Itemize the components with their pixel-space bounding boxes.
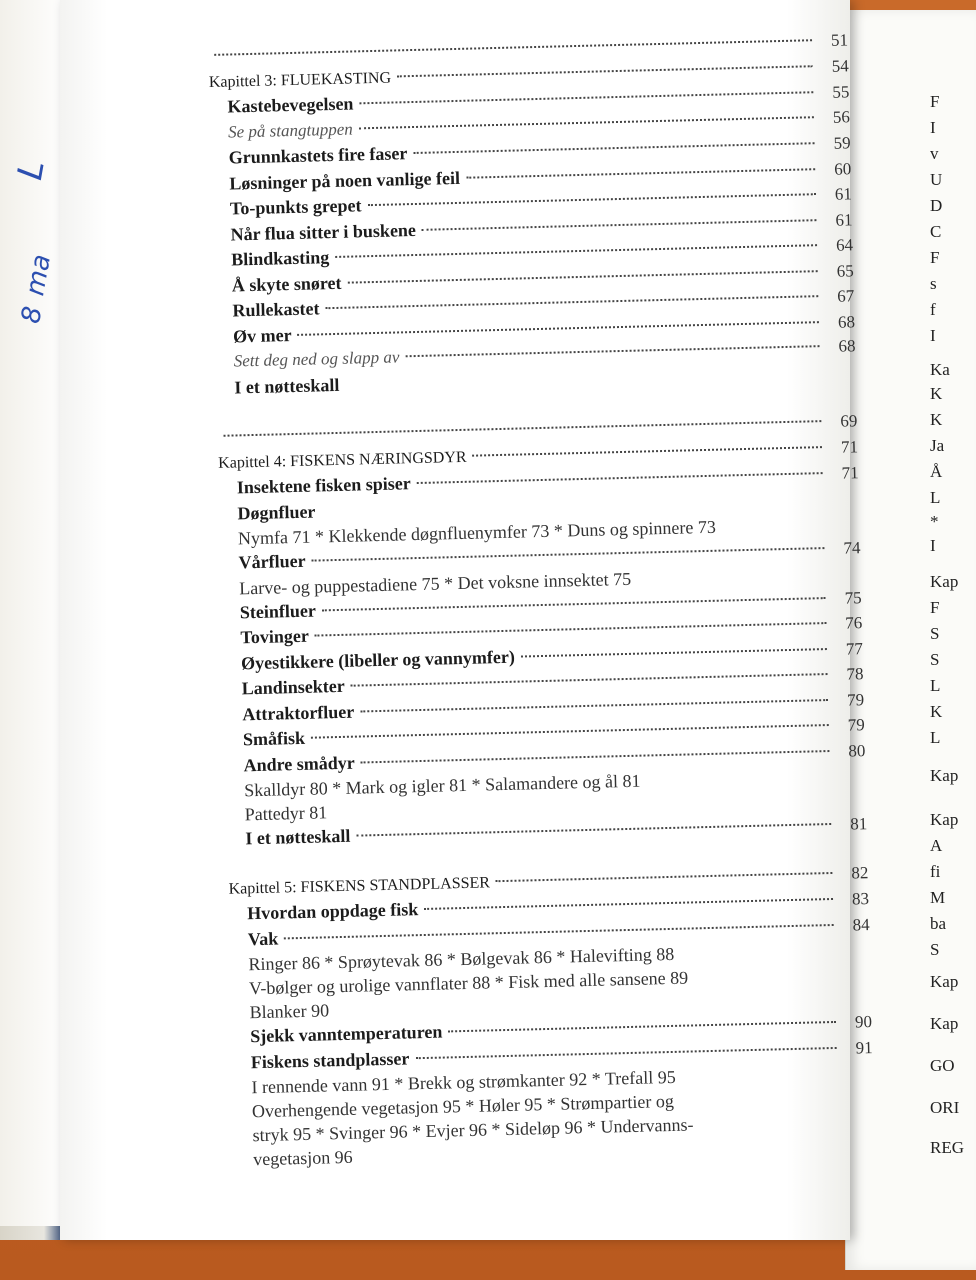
leader-dots [496, 871, 833, 881]
leader-dots [335, 244, 817, 258]
leader-dots [325, 295, 818, 309]
right-page-text-fragment: Kap [930, 766, 959, 785]
right-page-text-fragment: M [930, 888, 946, 907]
toc-label: Insektene fisken spiser [236, 473, 412, 498]
right-page-text-fragment: GO [930, 1056, 955, 1075]
leader-dots [473, 446, 822, 457]
toc-page-number: 68 [838, 336, 856, 356]
right-page-text-fragment: Kap [930, 1014, 959, 1033]
leader-dots [315, 622, 827, 637]
toc-label: Vak [247, 928, 279, 949]
toc-label: I et nøtteskall [234, 374, 340, 397]
toc-label: Øv mer [232, 324, 292, 346]
toc-label: Kapittel 3: FLUEKASTING [208, 69, 392, 91]
leader-dots [214, 39, 812, 56]
toc-label: Se på stangtuppen [227, 118, 353, 142]
toc-label: Larve- og puppestadiene 75 * Det voksne innsektet 75 [239, 568, 632, 598]
toc-label: Vårfluer [238, 550, 306, 573]
toc-page-number: 78 [846, 664, 864, 684]
toc-label: Rullekastet [232, 298, 320, 321]
toc-label: I et nøtteskall [245, 825, 351, 849]
toc-label: Sett deg ned og slapp av [233, 347, 400, 371]
toc-label: Landinsekter [241, 675, 345, 699]
right-page-text-fragment: L [930, 488, 941, 507]
toc-label: Blanker 90 [249, 1000, 330, 1023]
handwritten-mark: L [10, 157, 53, 183]
toc-label: Kapittel 4: FISKENS NÆRINGSDYR [217, 448, 467, 472]
toc-label: V-bølger og urolige vannflater 88 * Fisk med alle sansene 89 [248, 967, 689, 999]
toc-label: stryk 95 * Svinger 96 * Evjer 96 * Sideløp 96 * Undervanns- [252, 1114, 694, 1146]
toc-page-number: 54 [831, 55, 849, 76]
leader-dots [284, 923, 834, 938]
leader-dots [312, 547, 825, 562]
right-page-text-fragment: Kap [930, 572, 959, 591]
toc-label: Døgnfluer [237, 501, 316, 523]
table-of-contents [208, 30, 875, 1173]
toc-page-number: 60 [833, 158, 852, 179]
toc-page-number: 56 [832, 106, 851, 127]
toc-label: Fiskens standplasser [250, 1047, 410, 1072]
right-page-text-fragment: fi [930, 862, 941, 881]
right-page-text-fragment: K [930, 410, 943, 429]
leader-dots [322, 597, 826, 611]
toc-label: Hvordan oppdage fisk [246, 899, 419, 924]
toc-label: Kastebevegelsen [227, 93, 354, 117]
toc-label: Andre smådyr [243, 752, 355, 775]
toc-page-number: 65 [836, 260, 854, 281]
leader-dots [360, 699, 828, 712]
leader-dots [397, 65, 813, 77]
toc-label: Grunnkastets fire faser [228, 143, 408, 168]
toc-label: Å skyte snøret [231, 272, 342, 295]
right-page-text-fragment: ba [930, 914, 947, 933]
toc-page-number: 59 [833, 133, 851, 153]
leader-dots [405, 345, 819, 357]
toc-label: Attraktorfluer [242, 701, 355, 724]
right-page-text-fragment: S [930, 940, 940, 959]
leader-dots [359, 116, 814, 129]
leader-dots [361, 750, 830, 763]
right-page-text-fragment: C [930, 222, 942, 241]
toc-page-number: 79 [847, 715, 866, 735]
leader-dots [359, 91, 813, 104]
right-page-text-fragment: Å [930, 462, 943, 481]
toc-page-number: 79 [846, 689, 865, 710]
toc-label: I rennende vann 91 * Brekk og strømkanter 92 * Trefall 95 [251, 1066, 676, 1098]
leader-dots [448, 1021, 836, 1032]
leader-dots [466, 168, 815, 179]
toc-page-number: 75 [844, 587, 862, 608]
leader-dots [521, 648, 827, 657]
right-page-text-fragment: S [930, 650, 940, 669]
toc-page-number: 80 [848, 740, 866, 761]
toc-page-number: 69 [840, 411, 858, 431]
toc-page-number: 67 [837, 286, 855, 306]
toc-page-number: 68 [837, 311, 856, 332]
toc-page-number: 77 [845, 638, 864, 659]
right-page-text-fragment: ORI [930, 1098, 960, 1117]
leader-dots [356, 823, 831, 837]
toc-page-number: 61 [835, 209, 853, 230]
right-page-text-fragment: K [930, 702, 943, 721]
right-page-text-fragment: v [930, 144, 939, 163]
toc-label: Skalldyr 80 * Mark og igler 81 * Salamandere og ål 81 [243, 770, 641, 801]
right-page-text-fragment: Ja [930, 436, 945, 455]
toc-label: Kapittel 5: FISKENS STANDPLASSER [228, 873, 491, 898]
right-page-text-fragment: S [930, 624, 940, 643]
toc-page-number: 76 [845, 613, 863, 633]
leader-dots [417, 472, 823, 484]
right-page-text-fragment: * [930, 512, 939, 531]
leader-dots [424, 898, 833, 910]
toc-page-number: 71 [841, 463, 859, 483]
toc-page-number: 64 [835, 235, 854, 255]
toc-label: Når flua sitter i buskene [230, 219, 417, 245]
right-page-text-fragment: F [930, 248, 940, 267]
handwritten-mark: 8 [16, 304, 49, 326]
right-page-text-fragment: s [930, 274, 937, 293]
right-page-text-fragment: L [930, 728, 941, 747]
toc-page-number: 55 [832, 82, 850, 102]
right-page-text-fragment: I [930, 326, 936, 345]
right-page-text-fragment: D [930, 196, 943, 215]
right-page-text-fragment: U [930, 170, 943, 189]
toc-label: Tovinger [240, 625, 310, 648]
toc-page-number: 83 [851, 889, 870, 909]
toc-label: Løsninger på noen vanlige feil [229, 167, 461, 194]
toc-label: Småfisk [242, 727, 306, 750]
right-page-text-fragment: Kap [930, 972, 959, 991]
toc-page-number: 82 [851, 862, 869, 883]
leader-dots [413, 142, 814, 154]
toc-label: vegetasjon 96 [252, 1146, 353, 1170]
toc-label: Nymfa 71 * Klekkende døgnfluenymfer 73 * Duns og spinnere 73 [237, 516, 717, 549]
right-page-text-fragment: Kap [930, 810, 959, 829]
leader-dots [298, 321, 819, 336]
right-page-text-fragment: I [930, 536, 936, 555]
toc-label: To-punkts grepet [229, 195, 362, 219]
right-page-text-fragment: Ka [930, 360, 950, 379]
toc-label: Sjekk vanntemperaturen [249, 1021, 443, 1047]
leader-dots [347, 270, 817, 283]
toc-page-number: 61 [834, 184, 853, 204]
toc-page-number: 71 [840, 436, 859, 457]
toc-page-number: 51 [830, 30, 849, 50]
toc-label: Pattedyr 81 [244, 802, 328, 825]
toc-label: Ringer 86 * Sprøytevak 86 * Bølgevak 86 * Halevifting 88 [248, 943, 675, 975]
right-page-text-fragment: F [930, 598, 940, 617]
toc-page-number: 74 [843, 538, 861, 558]
toc-page-number: 90 [854, 1012, 873, 1032]
contents-page [60, 0, 873, 1240]
toc-label: Steinfluer [239, 600, 317, 622]
right-page-text-fragment: I [930, 118, 936, 137]
toc-label: Blindkasting [230, 247, 330, 270]
toc-page-number: 91 [855, 1037, 873, 1057]
right-page-text-fragment: F [930, 92, 940, 111]
toc-label: Øyestikkere (libeller og vannymfer) [240, 646, 516, 673]
leader-dots [415, 1046, 836, 1058]
leader-dots [367, 193, 815, 206]
leader-dots [351, 673, 828, 687]
leader-dots [422, 219, 817, 231]
toc-page-number: 84 [852, 914, 870, 935]
toc-page-number: 81 [849, 814, 868, 834]
right-page-text-fragment: K [930, 384, 943, 403]
right-page-text-fragment: A [930, 836, 943, 855]
handwritten-mark: ma [20, 252, 57, 298]
toc-label: Overhengende vegetasjon 95 * Høler 95 * Strømpartier og [251, 1090, 675, 1122]
right-page-text-fragment: f [930, 300, 936, 319]
right-page-text-fragment: L [930, 676, 941, 695]
right-page-text-fragment: REG [930, 1138, 964, 1157]
leader-dots [311, 724, 829, 739]
